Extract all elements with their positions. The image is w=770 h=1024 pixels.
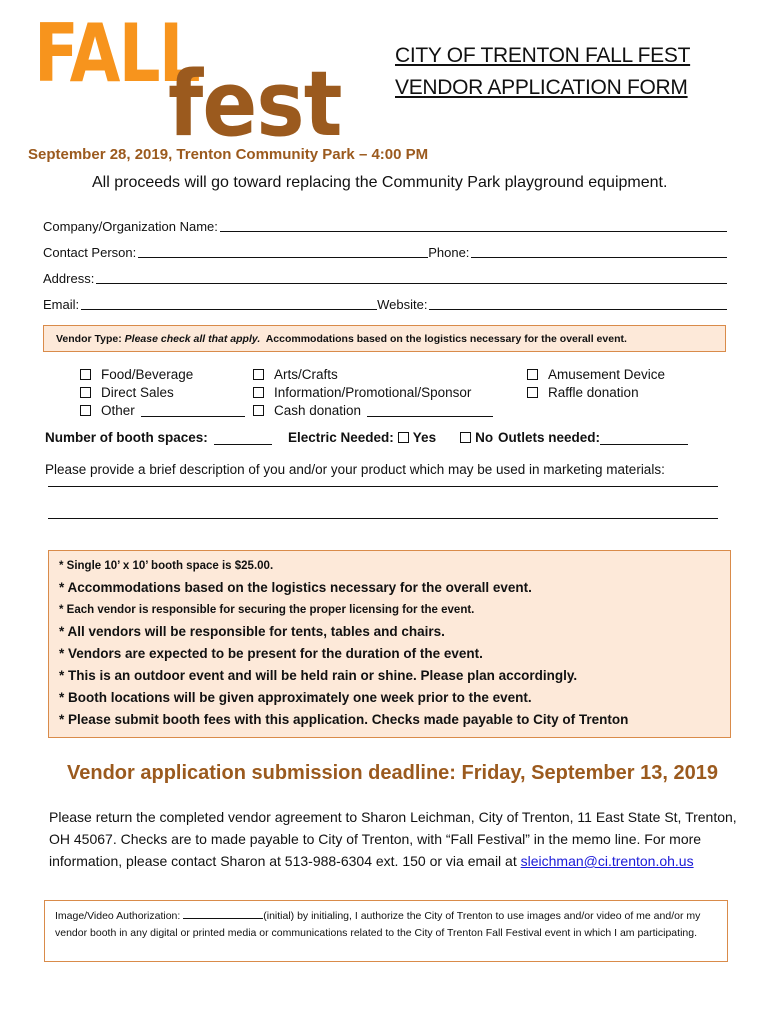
logo-fall-text: FALL: [34, 7, 200, 100]
vendor-type-prefix: Vendor Type:: [56, 333, 122, 345]
checkbox-food-beverage[interactable]: Food/Beverage: [80, 365, 245, 383]
address-label: Address:: [43, 271, 95, 286]
checkbox-other[interactable]: Other: [80, 401, 245, 419]
contact-label: Contact Person:: [43, 245, 137, 260]
checkbox-raffle-donation[interactable]: Raffle donation: [527, 383, 665, 401]
logo-fest-text: fest: [168, 52, 342, 157]
note-item: * This is an outdoor event and will be held rain or shine. Please plan accordingly.: [59, 668, 578, 683]
note-item: * Each vendor is responsible for securing the proper licensing for the event.: [59, 604, 475, 616]
cash-donation-field[interactable]: [367, 404, 493, 417]
other-field[interactable]: [141, 404, 245, 417]
company-row: [43, 216, 727, 234]
website-label: Website:: [377, 297, 428, 312]
checkbox-cash-donation[interactable]: Cash donation: [253, 401, 493, 419]
outlets-label: Outlets needed:: [498, 430, 601, 445]
vendor-type-instruction: Please check all that apply.: [124, 333, 261, 345]
phone-field[interactable]: [471, 243, 727, 258]
initial-field[interactable]: [183, 908, 263, 919]
checkbox-icon[interactable]: [527, 387, 538, 398]
contact-field[interactable]: [138, 243, 428, 258]
outlets-field[interactable]: [600, 432, 688, 445]
booth-spaces-label: Number of booth spaces:: [45, 430, 208, 445]
return-info-text: Please return the completed vendor agreement to Sharon Leichman, City of Trenton, 11 East State St, Trenton, OH 45067. Checks are to made payable to City of Trenton, with “Fall Festival” in the memo line. For more information, please contact Sharon at 513-988-6304 ext. 150 or via email at: [49, 809, 737, 869]
booth-spaces-field[interactable]: [214, 432, 272, 445]
checkbox-arts-crafts[interactable]: Arts/Crafts: [253, 365, 493, 383]
page-title-line1: CITY OF TRENTON FALL FEST: [395, 44, 691, 67]
checkbox-icon[interactable]: [253, 387, 264, 398]
electric-yes-label: Yes: [412, 430, 437, 445]
authorization-label: Image/Video Authorization:: [55, 910, 181, 922]
booth-spaces: [45, 430, 272, 445]
authorization-box: [44, 900, 728, 962]
proceeds-note: All proceeds will go toward replacing the Community Park playground equipment.: [92, 174, 668, 191]
checkbox-direct-sales[interactable]: Direct Sales: [80, 383, 245, 401]
page-title-line2: VENDOR APPLICATION FORM: [395, 76, 688, 99]
contact-email-link[interactable]: sleichman@ci.trenton.oh.us: [520, 853, 694, 869]
vendor-type-note: Accommodations based on the logistics necessary for the overall event.: [265, 333, 627, 345]
checkbox-icon[interactable]: [80, 387, 91, 398]
electric-no-label: No: [475, 430, 494, 445]
authorization-text: (initial) by initialing, I authorize the City of Trenton to use images and/or video of me and/or my vendor booth in any digital or printed media or communications related to the City of Trenton Fall Festival event in which I am participating.: [55, 910, 701, 939]
vendor-type-box: [43, 325, 726, 352]
contact-row: [43, 242, 727, 260]
website-field[interactable]: [429, 295, 727, 310]
address-row: [43, 268, 727, 286]
vendor-col-2: [253, 365, 493, 419]
electric-needed: [288, 430, 493, 445]
checkbox-icon[interactable]: [253, 369, 264, 380]
note-item: * All vendors will be responsible for tents, tables and chairs.: [59, 624, 445, 639]
notes-box: [48, 550, 731, 738]
vendor-col-3: [527, 365, 665, 401]
submission-deadline: Vendor application submission deadline: Friday, September 13, 2019: [67, 762, 718, 784]
company-label: Company/Organization Name:: [43, 219, 218, 234]
note-item: * Please submit booth fees with this application. Checks made payable to City of Trenton: [59, 712, 629, 727]
checkbox-icon[interactable]: [253, 405, 264, 416]
checkbox-icon[interactable]: [80, 405, 91, 416]
return-info: [49, 806, 739, 872]
note-item: * Accommodations based on the logistics necessary for the overall event.: [59, 580, 532, 595]
event-date: September 28, 2019, Trenton Community Park – 4:00 PM: [28, 146, 429, 163]
email-label: Email:: [43, 297, 80, 312]
outlets-needed: [498, 430, 688, 445]
company-field[interactable]: [220, 217, 727, 232]
note-item: * Booth locations will be given approximately one week prior to the event.: [59, 690, 532, 705]
address-field[interactable]: [96, 269, 727, 284]
note-item: * Vendors are expected to be present for the duration of the event.: [59, 646, 483, 661]
electric-label: Electric Needed:: [288, 430, 394, 445]
description-line-2[interactable]: [48, 518, 718, 519]
phone-label: Phone:: [428, 245, 470, 260]
note-item: * Single 10’ x 10’ booth space is $25.00.: [59, 560, 274, 572]
checkbox-electric-no[interactable]: [460, 432, 471, 443]
checkbox-information[interactable]: Information/Promotional/Sponsor: [253, 383, 493, 401]
vendor-col-1: [80, 365, 245, 419]
checkbox-icon[interactable]: [80, 369, 91, 380]
checkbox-electric-yes[interactable]: [398, 432, 409, 443]
checkbox-icon[interactable]: [527, 369, 538, 380]
email-field[interactable]: [81, 295, 377, 310]
description-prompt: Please provide a brief description of you and/or your product which may be used in marketing materials:: [45, 462, 665, 477]
checkbox-amusement-device[interactable]: Amusement Device: [527, 365, 665, 383]
email-row: [43, 294, 727, 312]
description-line-1[interactable]: [48, 486, 718, 487]
